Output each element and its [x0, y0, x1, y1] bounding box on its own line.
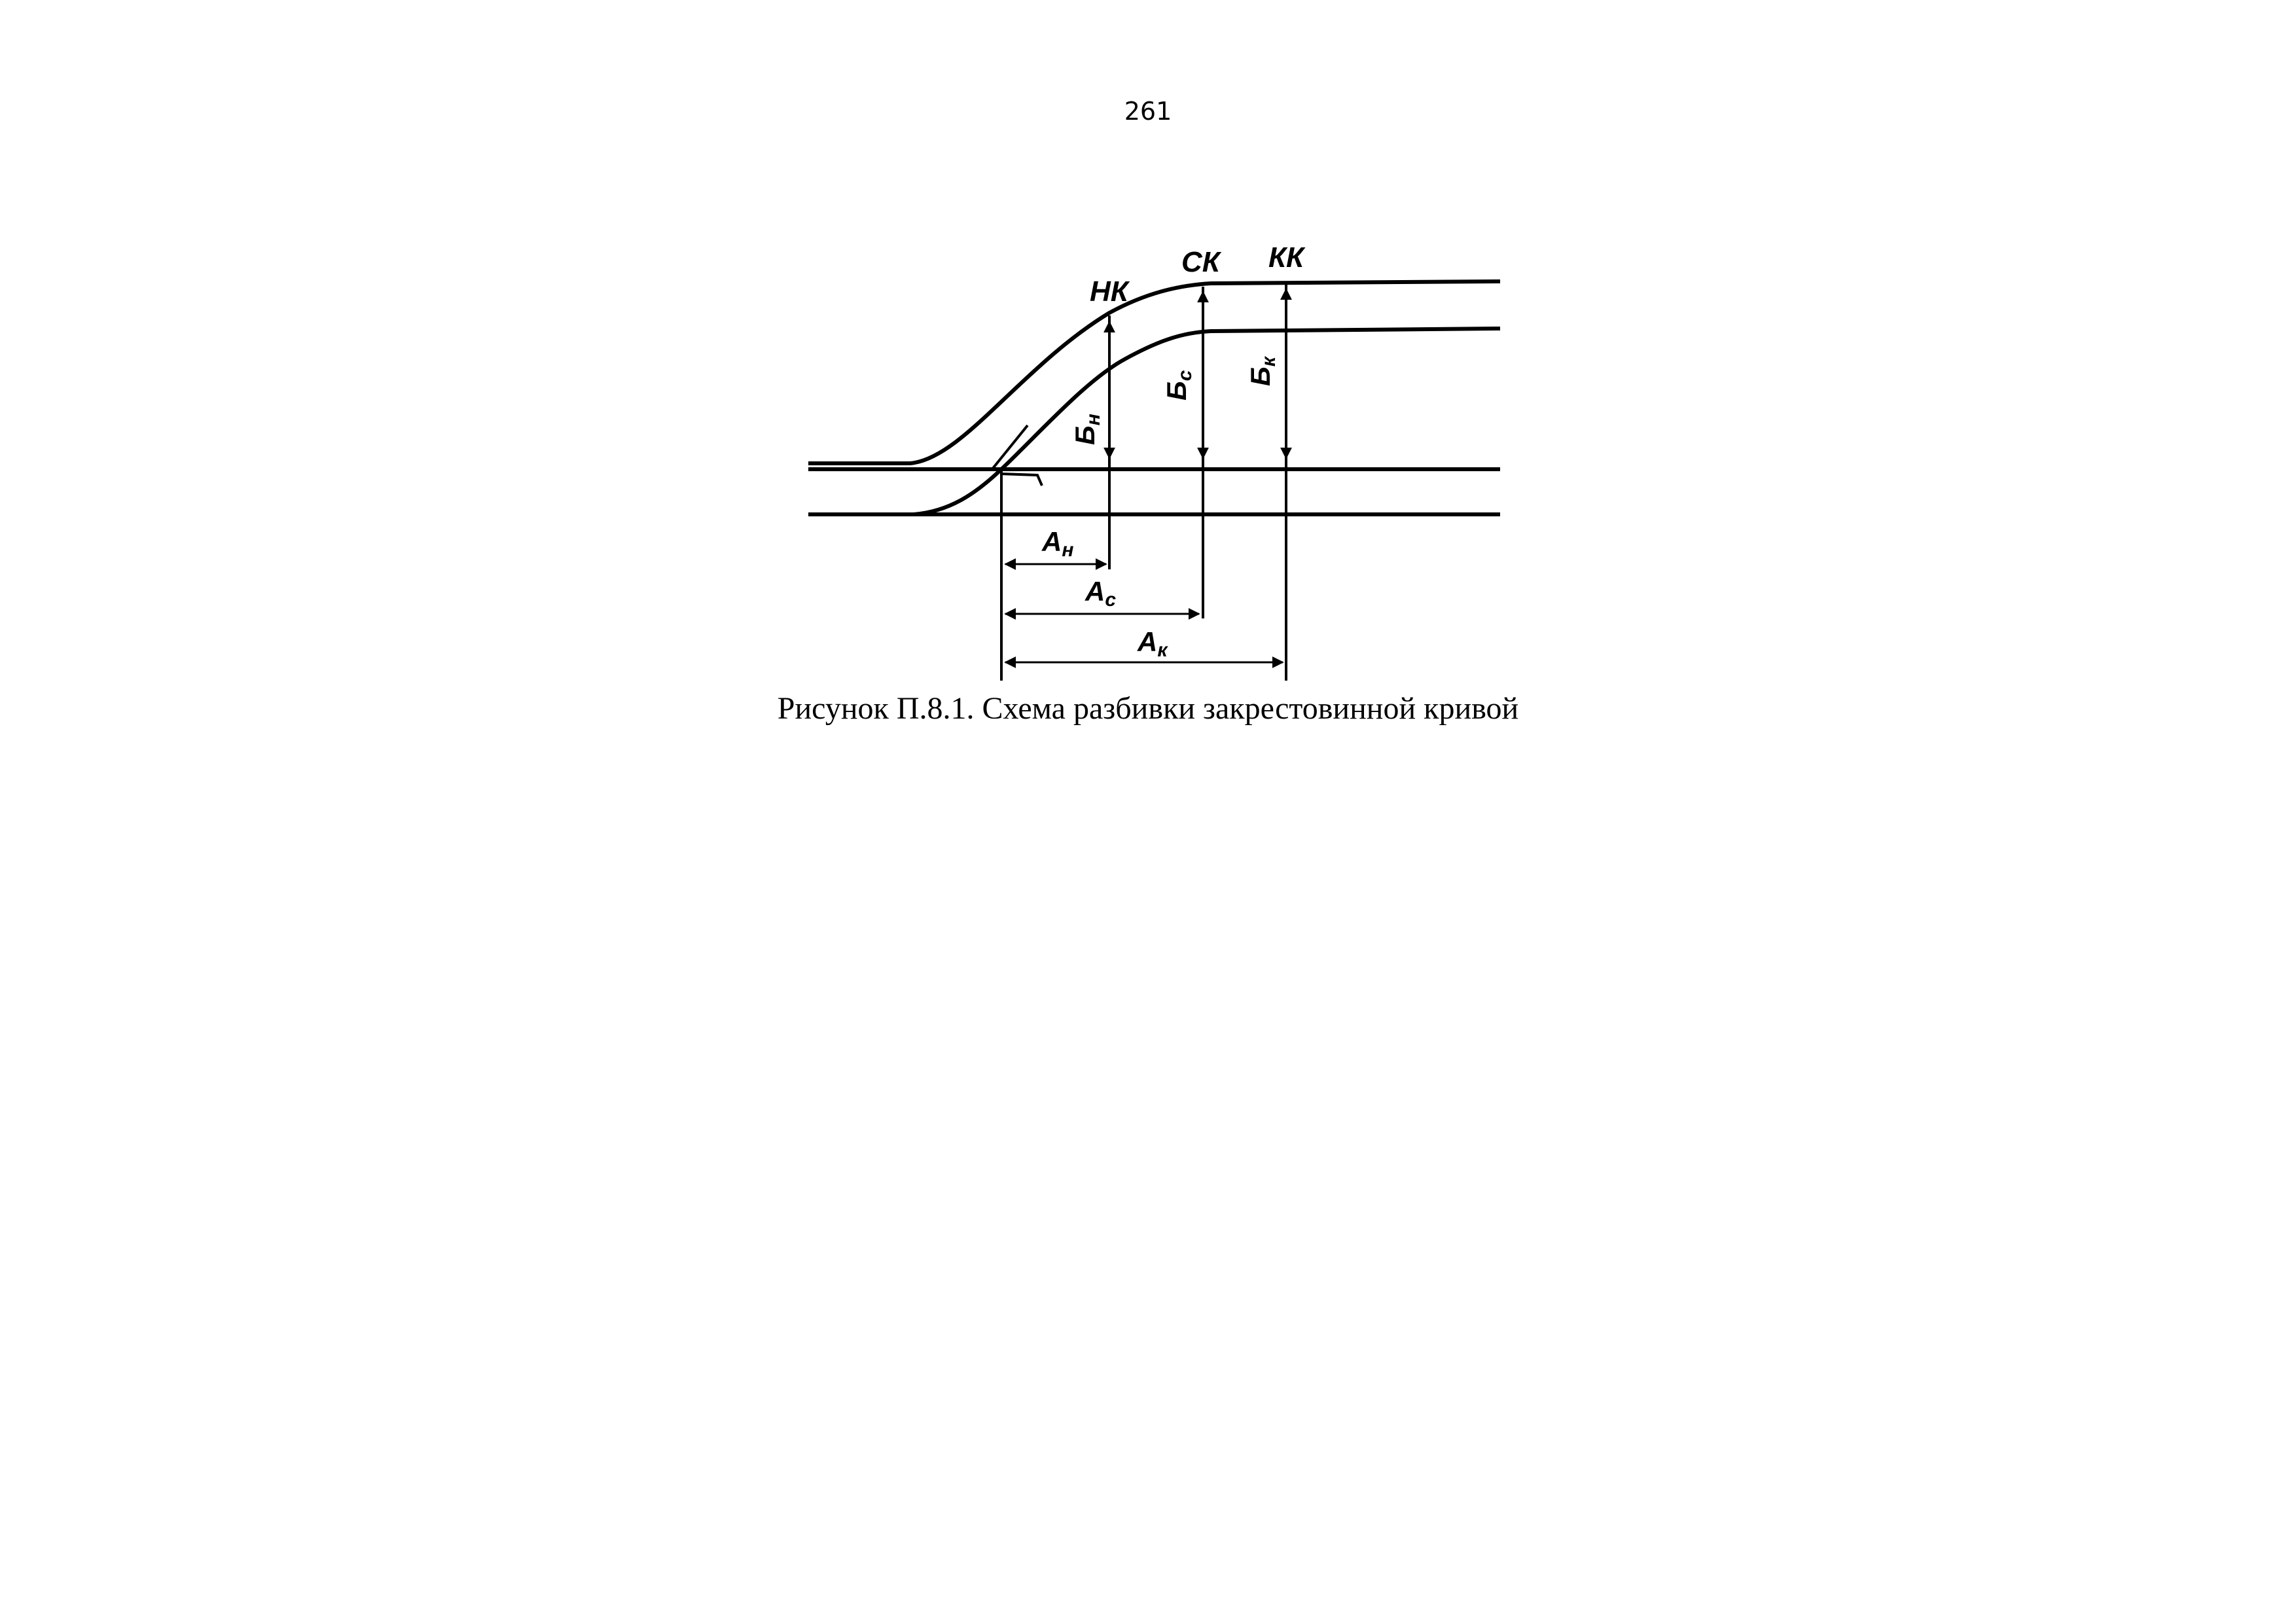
figure-caption: Рисунок П.8.1. Схема разбивки закрестовинной кривой [777, 691, 1519, 726]
label-abscissa-end: Ак [1138, 626, 1168, 661]
label-sk: СК [1181, 246, 1220, 278]
svg-text:Бк: Бк [1245, 357, 1280, 386]
label-abscissa-middle: Ас [1085, 576, 1117, 611]
page-number: 261 [1124, 97, 1172, 126]
label-kk: КК [1268, 241, 1304, 274]
crossing-curve-diagram [0, 0, 2296, 694]
outer-curve-rail [808, 281, 1500, 463]
label-nk: НК [1090, 276, 1128, 308]
label-ordinate-end [1245, 355, 1280, 386]
label-abscissa-start: Ан [1042, 526, 1074, 561]
svg-text:Бн: Бн [1069, 414, 1104, 445]
label-ordinate-middle [1161, 370, 1196, 401]
svg-text:Бс: Бс [1161, 370, 1196, 401]
label-ordinate-start [1069, 414, 1104, 445]
